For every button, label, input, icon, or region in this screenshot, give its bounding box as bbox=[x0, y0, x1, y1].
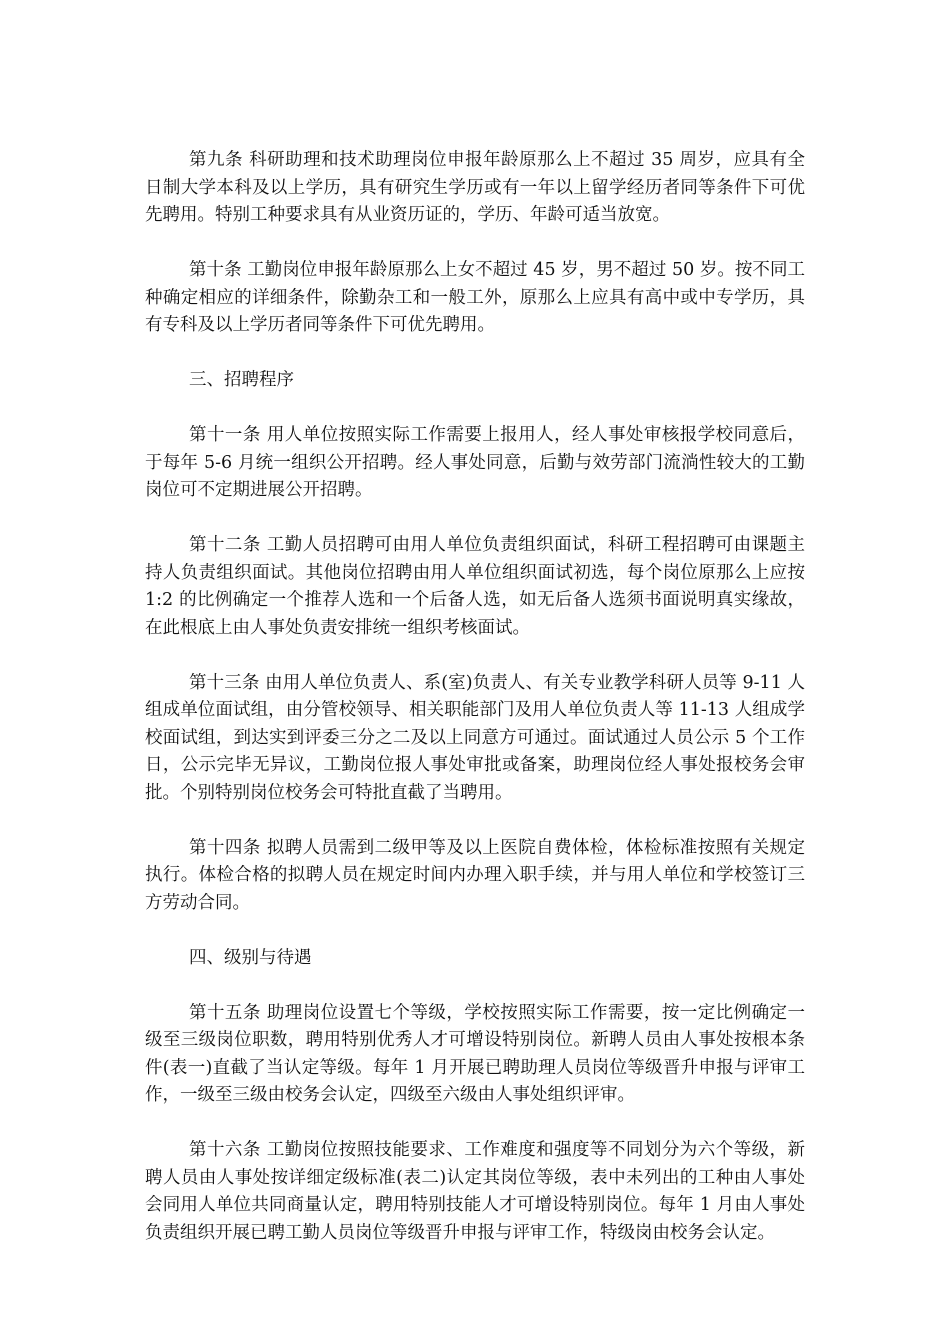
paragraph-article-11: 第十一条 用人单位按照实际工作需要上报用人，经人事处审核报学校同意后，于每年 5-6 月统一组织公开招聘。经人事处同意，后勤与效劳部门流淌性较大的工勤岗位可不定期进展公开招聘。 bbox=[145, 425, 805, 500]
paragraph-article-14: 第十四条 拟聘人员需到二级甲等及以上医院自费体检，体检标准按照有关规定执行。体检合格的拟聘人员在规定时间内办理入职手续，并与用人单位和学校签订三方劳动合同。 bbox=[145, 837, 805, 913]
paragraph-article-15: 第十五条 助理岗位设置七个等级，学校按照实际工作需要，按一定比例确定一级至三级岗位职数，聘用特别优秀人才可增设特别岗位。新聘人员由人事处按根本条件(表一)直截了当认定等级。每年 1 月开展已聘助理人员岗位等级晋升申报与评审工作，一级至三级由校务会认定，四级至六级由人事处组织评审。 bbox=[145, 1002, 805, 1105]
paragraph-article-13: 第十三条 由用人单位负责人、系(室)负责人、有关专业教学科研人员等 9-11 人组成单位面试组，由分管校领导、相关职能部门及用人单位负责人等 11-13 人组成学校面试组，到达实到评委三分之二及以上同意方可通过。面试通过人员公示 5 个工作日，公示完毕无异议，工勤岗位报人事处审批或备案，助理岗位经人事处报校务会审批。个别特别岗位校务会可特批直截了当聘用。 bbox=[145, 672, 805, 803]
section-heading-recruitment-procedure: 三、招聘程序 bbox=[189, 370, 294, 390]
document-body bbox=[145, 147, 805, 1275]
paragraph-article-16: 第十六条 工勤岗位按照技能要求、工作难度和强度等不同划分为六个等级，新聘人员由人事处按详细定级标准(表二)认定其岗位等级，表中未列出的工种由人事处会同用人单位共同商量认定，聘用特别技能人才可增设特别岗位。每年 1 月由人事处负责组织开展已聘工勤人员岗位等级晋升申报与评审工作，特级岗由校务会认定。 bbox=[145, 1140, 805, 1243]
paragraph-article-9: 第九条 科研助理和技术助理岗位申报年龄原那么上不超过 35 周岁，应具有全日制大学本科及以上学历，具有研究生学历或有一年以上留学经历者同等条件下可优先聘用。特别工种要求具有从业资历证的，学历、年龄可适当放宽。 bbox=[145, 150, 805, 225]
paragraph-article-12: 第十二条 工勤人员招聘可由用人单位负责组织面试，科研工程招聘可由课题主持人负责组织面试。其他岗位招聘由用人单位组织面试初选，每个岗位原那么上应按 1:2 的比例确定一个推荐人选和一个后备人选，如无后备人选须书面说明真实缘故，在此根底上由人事处负责安排统一组织考核面试。 bbox=[145, 535, 805, 638]
section-heading-grades-and-benefits: 四、级别与待遇 bbox=[189, 947, 312, 968]
paragraph-article-10: 第十条 工勤岗位申报年龄原那么上女不超过 45 岁，男不超过 50 岁。按不同工种确定相应的详细条件，除勤杂工和一般工外，原那么上应具有高中或中专学历，具有专科及以上学历者同等条件下可优先聘用。 bbox=[145, 260, 805, 335]
